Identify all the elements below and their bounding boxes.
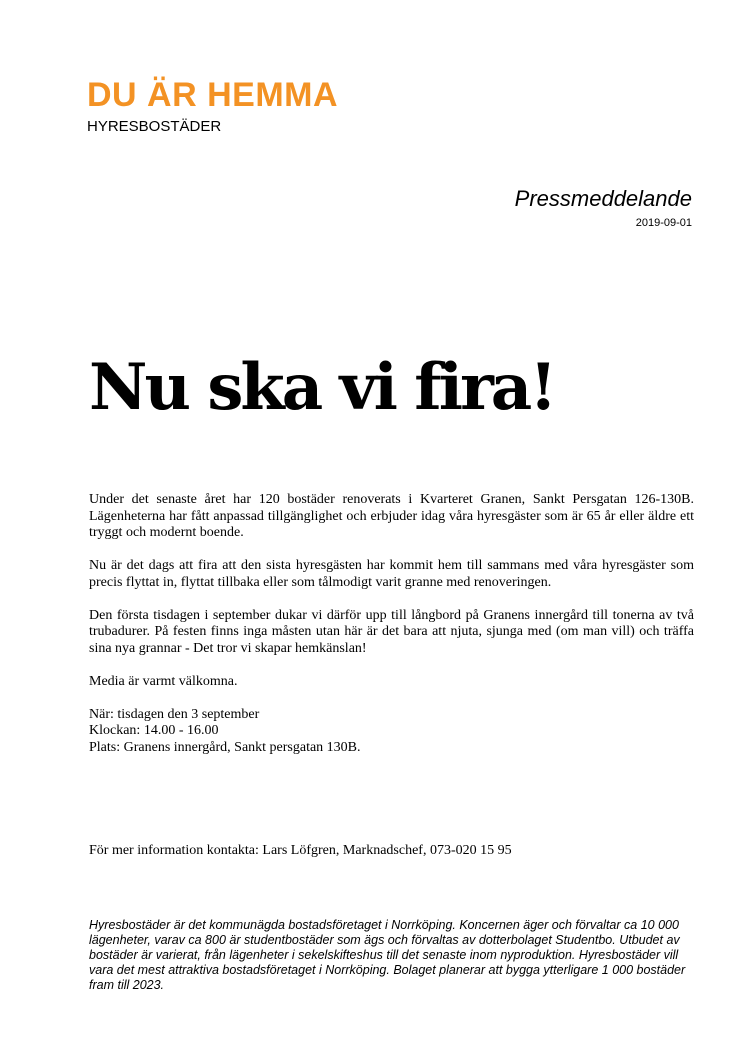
event-place: Plats: Granens innergård, Sankt persgatan 130B.: [89, 739, 361, 755]
logo-wordmark: DU ÄR HEMMA: [87, 76, 339, 114]
paragraph-celebration: Nu är det dags att fira att den sista hyresgästen har kommit hem till sammans med våra hyresgäster som precis flyttat in, flyttat tillbaka eller som tålmodigt varit granne med renoveringen.: [89, 558, 694, 590]
logo-company-name: HYRESBOSTÄDER: [87, 118, 222, 135]
paragraph-renovation: Under det senaste året har 120 bostäder renoverats i Kvarteret Granen, Sankt Persgatan 126-130B. Lägenheterna har fått anpassad tillgänglighet och erbjuder idag våra hyresgäster som är 65 år eller äldre ett tryggt och modernt boende.: [89, 492, 694, 540]
event-time: Klockan: 14.00 - 16.00: [89, 723, 219, 738]
company-logo: [87, 78, 338, 136]
headline: Nu ska vi fira!: [89, 350, 555, 425]
press-header: [515, 186, 692, 230]
company-boilerplate: Hyresbostäder är det kommunägda bostadsföretaget i Norrköping. Koncernen äger och förvaltar ca 10 000 lägenheter, varav ca 800 är studentbostäder som ägs och förvaltas av dotterbolaget Studentbo. Utbudet av bostäder är varierat, från lägenheter i sekelskifteshus till det senaste inom nyproduktion. Hyresbostäder vill vara det mest attraktiva bostadsföretaget i Norrköping. Bolaget planerar att bygga ytterligare 1 000 bostäder fram till 2023.: [89, 918, 686, 992]
contact-info: För mer information kontakta: Lars Löfgren, Marknadschef, 073-020 15 95: [89, 843, 512, 858]
event-when: När: tisdagen den 3 september: [89, 706, 260, 722]
event-details: [89, 707, 694, 757]
body-text: [89, 492, 694, 756]
paragraph-media: Media är varmt välkomna.: [89, 673, 238, 689]
paragraph-event: Den första tisdagen i september dukar vi därför upp till långbord på Granens innergård till tonerna av två trubadurer. På festen finns inga måsten utan här är det bara att njuta, sjunga med (om man vill) och träffa sina nya grannar - Det tror vi skapar hemkänslan!: [89, 607, 694, 656]
press-release-label: Pressmeddelande: [514, 186, 692, 211]
press-release-date: 2019-09-01: [635, 217, 692, 229]
